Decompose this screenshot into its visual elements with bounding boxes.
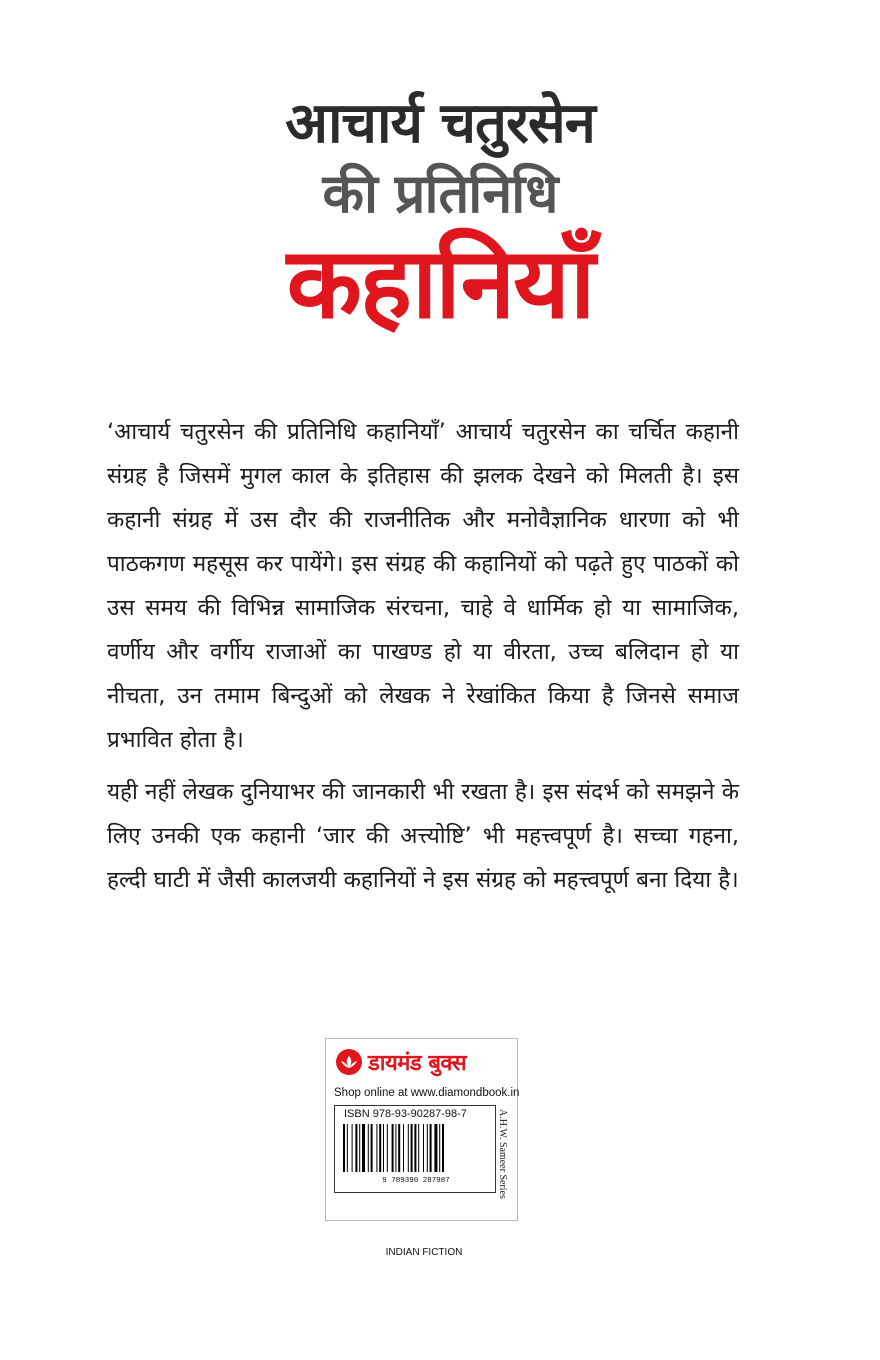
- series-label: A.H.W. Sameer Series: [497, 1109, 508, 1199]
- title-main-word: कहानियाँ: [286, 227, 594, 341]
- publisher-name: डायमंड बुक्स: [368, 1051, 467, 1076]
- title-subtitle-line: की प्रतिनिधि: [322, 161, 558, 225]
- barcode-graphic: [341, 1122, 491, 1184]
- barcode-digits: 9 789390 287987: [382, 1177, 450, 1184]
- lotus-icon: [336, 1049, 362, 1075]
- title-author-line: आचार्य चतुरसेन: [285, 90, 595, 156]
- back-cover-blurb: [107, 410, 739, 910]
- isbn-number: ISBN 978-93-90287-98-7: [344, 1108, 467, 1120]
- isbn-barcode: [334, 1105, 496, 1258]
- publisher-logo: [336, 1047, 466, 1077]
- blurb-paragraph-2: यही नहीं लेखक दुनियाभर की जानकारी भी रखता है। इस संदर्भ को समझने के लिए उनकी एक कहानी ‘जार की अत्त्योष्टि’ भी महत्त्वपूर्ण है। सच्चा गहना, हल्दी घाटी में जैसी कालजयी कहानियों ने इस संग्रह को महत्त्वपूर्ण बना दिया है।: [107, 779, 739, 893]
- publisher-barcode-box: [325, 1038, 520, 1258]
- genre-label: INDIAN FICTION: [385, 1247, 463, 1258]
- shop-online-text: Shop online at www.diamondbook.in: [334, 1087, 520, 1099]
- blurb-paragraph-1: ‘आचार्य चतुरसेन की प्रतिनिधि कहानियाँ’ आचार्य चतुरसेन का चर्चित कहानी संग्रह है जिसमें मुगल काल के इतिहास की झलक देखने को मिलती है। इस कहानी संग्रह में उस दौर की राजनीतिक और मनोवैज्ञानिक धारणा को भी पाठकगण महसूस कर पायेंगे। इस संग्रह की कहानियों को पढ़ते हुए पाठकों को उस समय की विभिन्न सामाजिक संरचना, चाहे वे धार्मिक हो या सामाजिक, वर्णीय और वर्गीय राजाओं का पाखण्ड हो या वीरता, उच्च बलिदान हो या नीचता, उन तमाम बिन्दुओं को लेखक ने रेखांकित किया है जिनसे समाज प्रभावित होता है।: [107, 419, 739, 753]
- book-title: [0, 88, 880, 344]
